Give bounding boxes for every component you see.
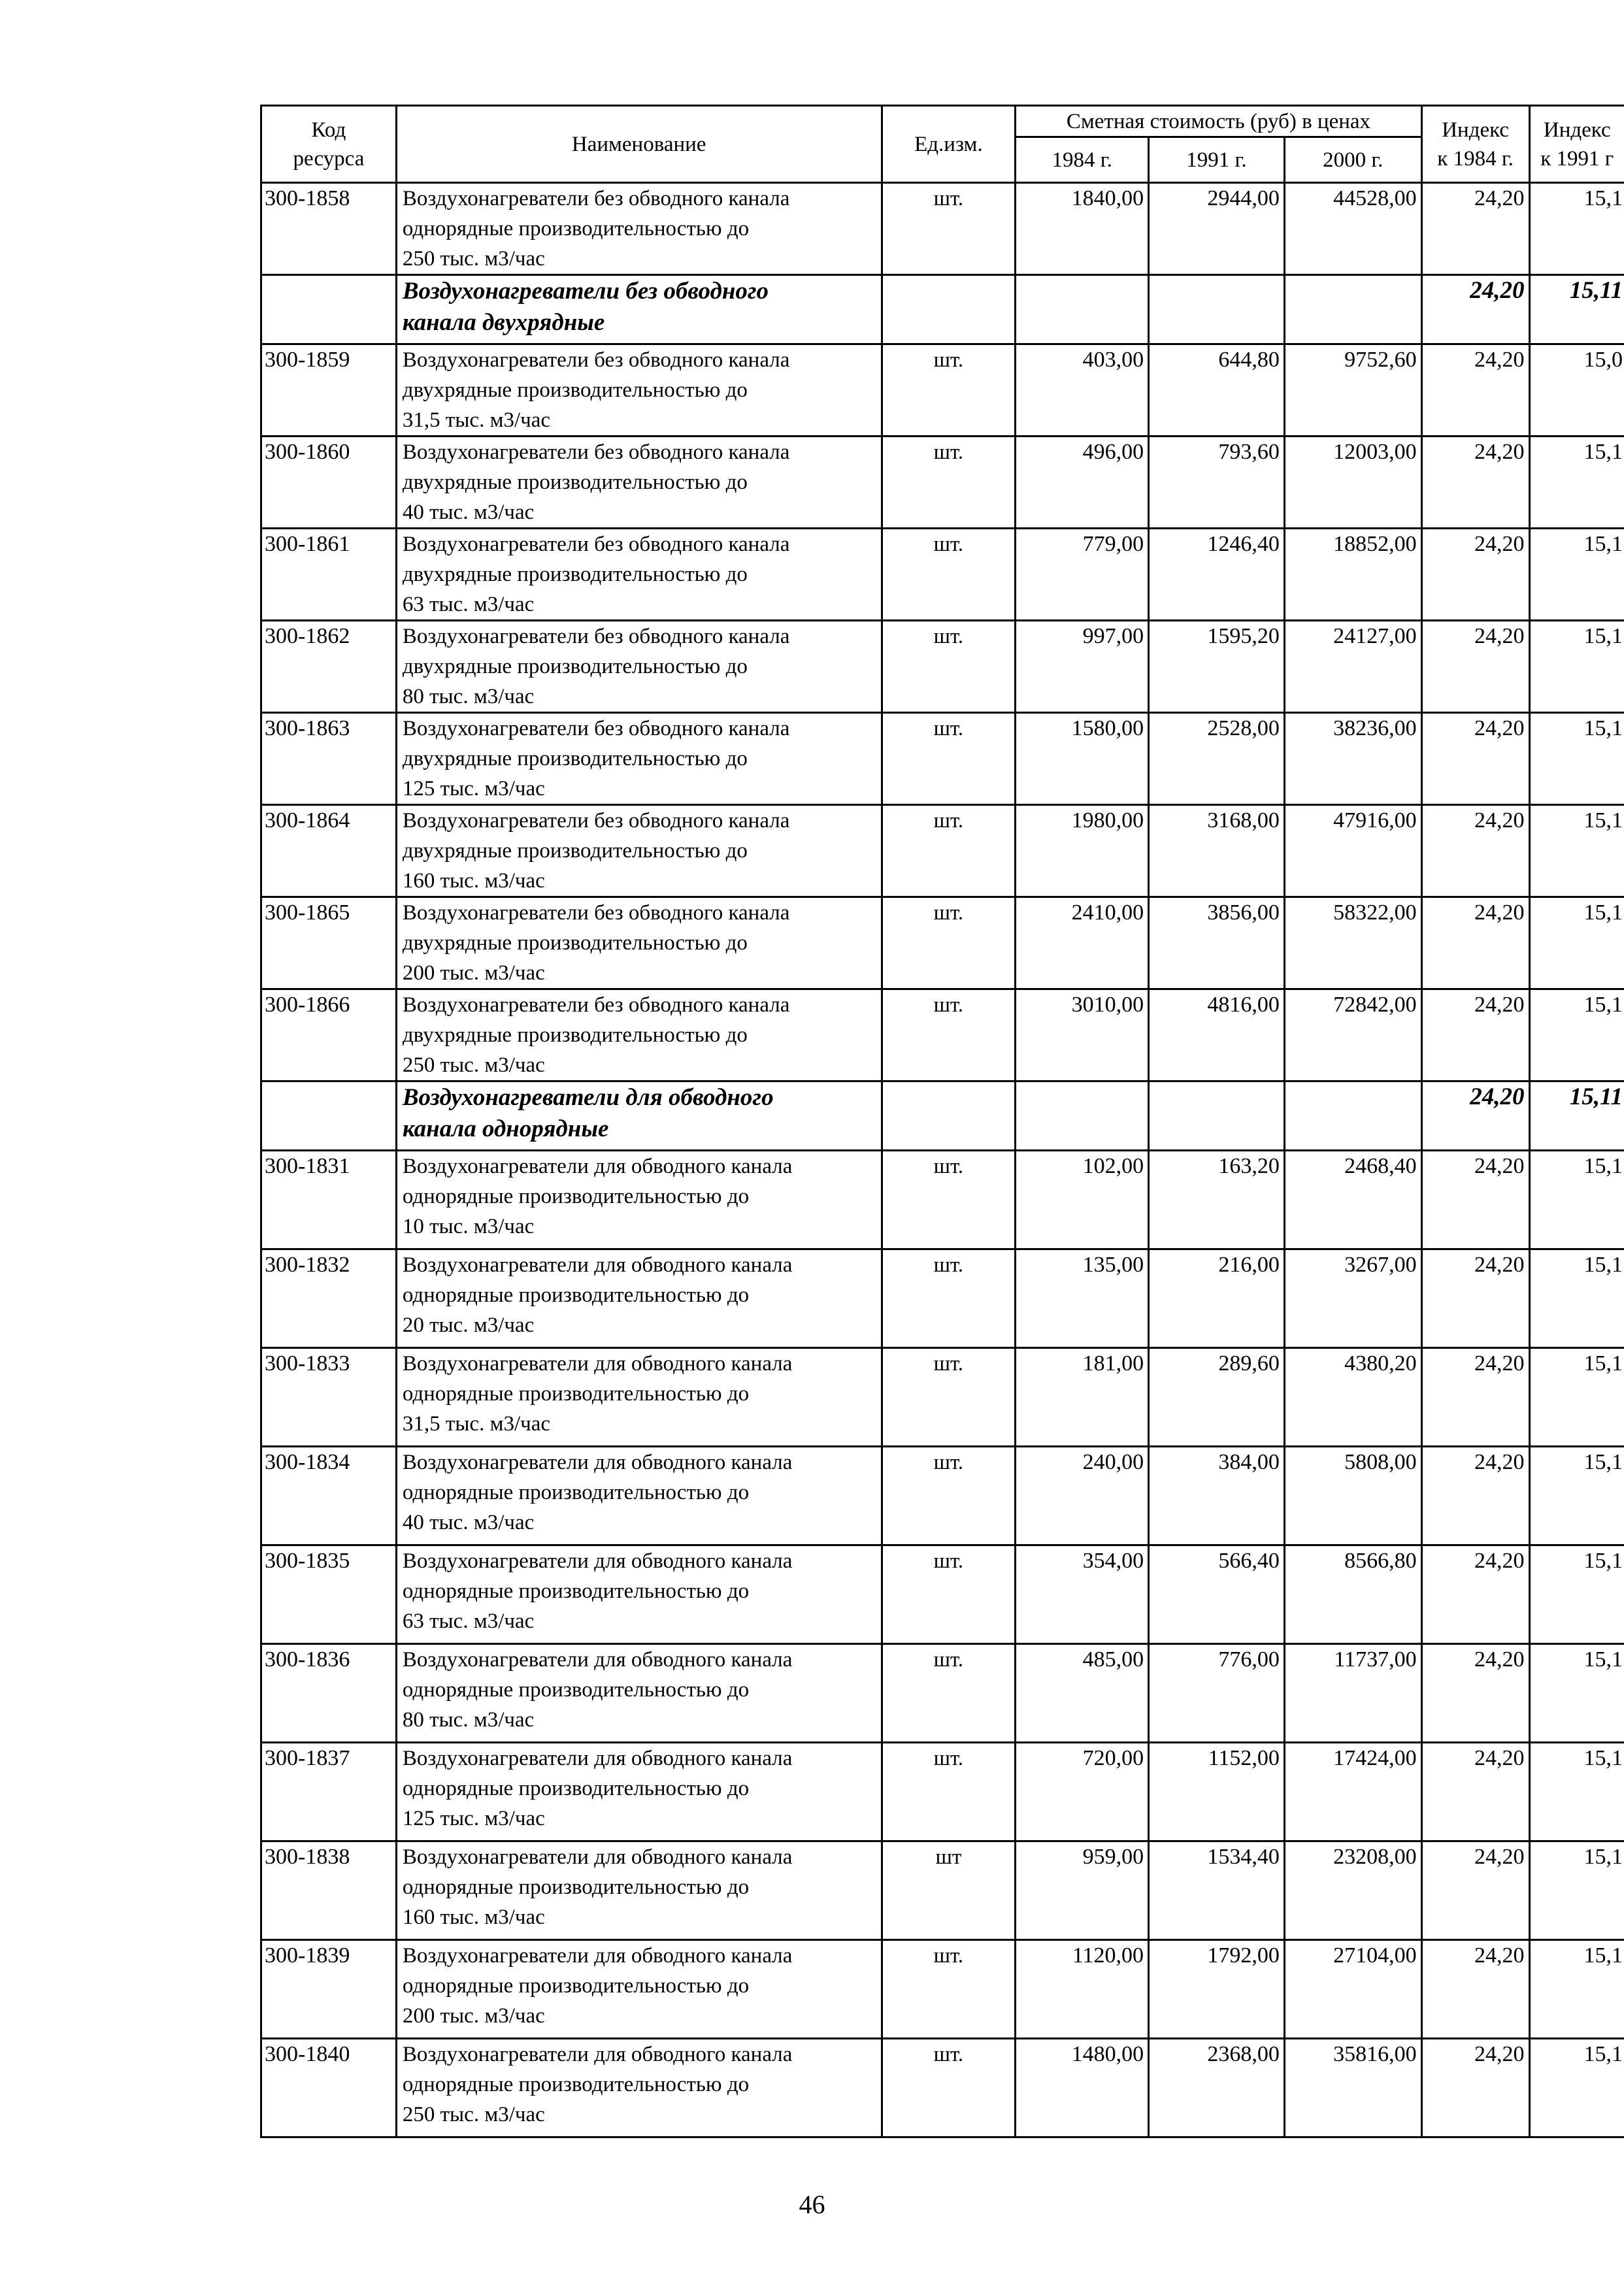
unit-cell: шт. xyxy=(882,1249,1016,1348)
resource-name-line: Воздухонагреватели для обводного канала xyxy=(402,1352,793,1376)
resource-name-line: 160 тыс. м3/час xyxy=(402,869,545,893)
index-1984-cell: 24,20 xyxy=(1421,621,1529,713)
price-2000-cell: 58322,00 xyxy=(1284,897,1421,989)
resource-code-cell: 300-1840 xyxy=(261,2039,397,2137)
price-1991-cell: 1595,20 xyxy=(1149,621,1285,713)
index-1991-cell: 15,0 xyxy=(1529,344,1624,437)
index-1991-cell: 15,1 xyxy=(1529,1545,1624,1644)
price-1984-cell: 997,00 xyxy=(1016,621,1149,713)
index-1984-cell: 24,20 xyxy=(1421,1841,1529,1940)
resource-name-line: Воздухонагреватели для обводного канала xyxy=(402,1747,793,1770)
price-1984-cell xyxy=(1016,275,1149,344)
resource-name-line: однорядные производительностью до xyxy=(402,1678,750,1702)
index-1984-cell: 24,20 xyxy=(1421,344,1529,437)
index-1984-cell: 24,20 xyxy=(1421,1249,1529,1348)
resource-name-line: 160 тыс. м3/час xyxy=(402,1905,545,1929)
table-row xyxy=(261,1545,1624,1644)
price-2000-cell: 44528,00 xyxy=(1284,183,1421,275)
table-row xyxy=(261,1940,1624,2039)
table-row xyxy=(261,1151,1624,1249)
price-1991-cell: 793,60 xyxy=(1149,437,1285,529)
price-1991-cell: 163,20 xyxy=(1149,1151,1285,1249)
index-1984-cell: 24,20 xyxy=(1421,805,1529,897)
resource-name-line: 250 тыс. м3/час xyxy=(402,247,545,271)
index-1991-cell: 15,1 xyxy=(1529,1151,1624,1249)
table-row xyxy=(261,805,1624,897)
resource-name-line: однорядные производительностью до xyxy=(402,1382,750,1406)
resource-name-line: 63 тыс. м3/час xyxy=(402,1609,535,1633)
resource-name-line: двухрядные производительностью до xyxy=(402,931,748,955)
header-unit: Ед.изм. xyxy=(882,106,1016,183)
resource-name-line: двухрядные производительностью до xyxy=(402,1023,748,1047)
price-1984-cell: 102,00 xyxy=(1016,1151,1149,1249)
index-1991-cell: 15,1 xyxy=(1529,1249,1624,1348)
index-1984-cell: 24,20 xyxy=(1421,989,1529,1081)
resource-name-cell xyxy=(396,621,882,713)
price-1984-cell: 1580,00 xyxy=(1016,713,1149,805)
resource-code-cell: 300-1859 xyxy=(261,344,397,437)
resource-name-line: Воздухонагреватели для обводного xyxy=(402,1084,774,1111)
price-2000-cell: 2468,40 xyxy=(1284,1151,1421,1249)
resource-name-line: 125 тыс. м3/час xyxy=(402,1807,545,1830)
unit-cell: шт. xyxy=(882,344,1016,437)
header-year-2000: 2000 г. xyxy=(1284,137,1421,183)
index-1991-cell: 15,1 xyxy=(1529,1940,1624,2039)
resource-name-cell xyxy=(396,437,882,529)
index-1991-cell: 15,1 xyxy=(1529,183,1624,275)
resource-name-cell xyxy=(396,529,882,621)
resource-name-cell xyxy=(396,2039,882,2137)
resource-name-cell xyxy=(396,1348,882,1447)
price-2000-cell: 35816,00 xyxy=(1284,2039,1421,2137)
resource-code-cell xyxy=(261,275,397,344)
resource-name-cell xyxy=(396,1940,882,2039)
table-row xyxy=(261,183,1624,275)
resource-name-line: Воздухонагреватели для обводного канала xyxy=(402,1944,793,1968)
section-row xyxy=(261,275,1624,344)
resource-name-cell xyxy=(396,183,882,275)
price-1991-cell: 644,80 xyxy=(1149,344,1285,437)
price-2000-cell: 38236,00 xyxy=(1284,713,1421,805)
unit-cell: шт xyxy=(882,1841,1016,1940)
resource-name-line: однорядные производительностью до xyxy=(402,1875,750,1899)
resource-name-line: 31,5 тыс. м3/час xyxy=(402,1412,551,1436)
price-2000-cell xyxy=(1284,1081,1421,1151)
resource-name-line: Воздухонагреватели для обводного канала xyxy=(402,1253,793,1277)
table-row xyxy=(261,529,1624,621)
price-1984-cell: 1980,00 xyxy=(1016,805,1149,897)
resource-name-cell xyxy=(396,1644,882,1743)
price-1984-cell: 959,00 xyxy=(1016,1841,1149,1940)
resource-name-line: двухрядные производительностью до xyxy=(402,563,748,586)
resource-name-line: однорядные производительностью до xyxy=(402,2073,750,2096)
resource-name-line: Воздухонагреватели для обводного канала xyxy=(402,1155,793,1178)
table-row xyxy=(261,1841,1624,1940)
table-row xyxy=(261,1348,1624,1447)
resource-name-line: Воздухонагреватели без обводного xyxy=(402,278,769,305)
price-1984-cell: 3010,00 xyxy=(1016,989,1149,1081)
index-1991-cell: 15,1 xyxy=(1529,1743,1624,1841)
resource-name-line: однорядные производительностью до xyxy=(402,1481,750,1504)
unit-cell: шт. xyxy=(882,1545,1016,1644)
price-1991-cell: 3856,00 xyxy=(1149,897,1285,989)
resource-code-cell xyxy=(261,1081,397,1151)
index-1991-cell: 15,1 xyxy=(1529,621,1624,713)
resource-name-line: Воздухонагреватели для обводного канала xyxy=(402,1648,793,1672)
index-1991-cell: 15,1 xyxy=(1529,437,1624,529)
table-row xyxy=(261,1249,1624,1348)
price-2000-cell: 23208,00 xyxy=(1284,1841,1421,1940)
table-row xyxy=(261,989,1624,1081)
resource-name-line: Воздухонагреватели для обводного канала xyxy=(402,1451,793,1474)
resource-name-cell xyxy=(396,1743,882,1841)
resource-name-cell xyxy=(396,1545,882,1644)
resource-name-cell xyxy=(396,1151,882,1249)
index-1991-cell: 15,1 xyxy=(1529,713,1624,805)
index-1984-cell: 24,20 xyxy=(1421,1644,1529,1743)
index-1991-cell: 15,1 xyxy=(1529,1348,1624,1447)
resource-name-line: Воздухонагреватели без обводного канала xyxy=(402,440,790,464)
resource-name-line: Воздухонагреватели без обводного канала xyxy=(402,533,790,556)
table-body xyxy=(261,183,1624,2137)
index-1991-cell: 15,11 xyxy=(1529,1081,1624,1151)
header-code: Код ресурса xyxy=(261,106,397,183)
unit-cell: шт. xyxy=(882,1348,1016,1447)
price-1991-cell: 289,60 xyxy=(1149,1348,1285,1447)
page-number: 46 xyxy=(799,2190,825,2219)
resource-name-line: 250 тыс. м3/час xyxy=(402,1053,545,1077)
resource-price-table xyxy=(260,105,1624,2138)
price-1984-cell: 779,00 xyxy=(1016,529,1149,621)
price-2000-cell: 8566,80 xyxy=(1284,1545,1421,1644)
index-1991-cell: 15,11 xyxy=(1529,275,1624,344)
price-2000-cell: 9752,60 xyxy=(1284,344,1421,437)
index-1991-cell: 15,1 xyxy=(1529,529,1624,621)
resource-code-cell: 300-1839 xyxy=(261,1940,397,2039)
price-2000-cell: 11737,00 xyxy=(1284,1644,1421,1743)
resource-name-line: Воздухонагреватели без обводного канала xyxy=(402,717,790,740)
header-index-1984: Индекс к 1984 г. xyxy=(1421,106,1529,183)
price-2000-cell: 17424,00 xyxy=(1284,1743,1421,1841)
price-1984-cell: 2410,00 xyxy=(1016,897,1149,989)
price-1991-cell: 1152,00 xyxy=(1149,1743,1285,1841)
resource-code-cell: 300-1836 xyxy=(261,1644,397,1743)
unit-cell: шт. xyxy=(882,621,1016,713)
resource-code-cell: 300-1858 xyxy=(261,183,397,275)
price-1984-cell: 181,00 xyxy=(1016,1348,1149,1447)
table-row xyxy=(261,2039,1624,2137)
resource-name-line: 10 тыс. м3/час xyxy=(402,1215,535,1238)
price-1991-cell: 1792,00 xyxy=(1149,1940,1285,2039)
unit-cell: шт. xyxy=(882,805,1016,897)
price-2000-cell: 12003,00 xyxy=(1284,437,1421,529)
resource-name-line: Воздухонагреватели без обводного канала xyxy=(402,809,790,833)
resource-name-line: 80 тыс. м3/час xyxy=(402,1708,535,1732)
resource-name-line: 80 тыс. м3/час xyxy=(402,685,535,708)
resource-name-line: 250 тыс. м3/час xyxy=(402,2103,545,2126)
price-1991-cell: 1534,40 xyxy=(1149,1841,1285,1940)
price-1991-cell: 1246,40 xyxy=(1149,529,1285,621)
price-1991-cell: 2368,00 xyxy=(1149,2039,1285,2137)
index-1991-cell: 15,1 xyxy=(1529,1447,1624,1545)
resource-name-line: двухрядные производительностью до xyxy=(402,378,748,402)
unit-cell: шт. xyxy=(882,1644,1016,1743)
price-2000-cell: 5808,00 xyxy=(1284,1447,1421,1545)
resource-name-cell xyxy=(396,344,882,437)
resource-code-cell: 300-1866 xyxy=(261,989,397,1081)
resource-name-cell xyxy=(396,1841,882,1940)
resource-name-line: 125 тыс. м3/час xyxy=(402,777,545,800)
resource-code-cell: 300-1834 xyxy=(261,1447,397,1545)
resource-name-line: 200 тыс. м3/час xyxy=(402,2004,545,2028)
index-1984-cell: 24,20 xyxy=(1421,529,1529,621)
index-1984-cell: 24,20 xyxy=(1421,713,1529,805)
price-1984-cell: 496,00 xyxy=(1016,437,1149,529)
index-1991-cell: 15,1 xyxy=(1529,805,1624,897)
unit-cell: шт. xyxy=(882,713,1016,805)
index-1984-cell: 24,20 xyxy=(1421,2039,1529,2137)
index-1991-cell: 15,1 xyxy=(1529,897,1624,989)
price-2000-cell: 24127,00 xyxy=(1284,621,1421,713)
price-1984-cell: 135,00 xyxy=(1016,1249,1149,1348)
resource-name-line: Воздухонагреватели для обводного канала xyxy=(402,2043,793,2066)
index-1984-cell: 24,20 xyxy=(1421,437,1529,529)
unit-cell: шт. xyxy=(882,2039,1016,2137)
resource-name-line: Воздухонагреватели без обводного канала xyxy=(402,348,790,372)
table-row xyxy=(261,897,1624,989)
table-row xyxy=(261,344,1624,437)
price-1991-cell: 776,00 xyxy=(1149,1644,1285,1743)
index-1984-cell: 24,20 xyxy=(1421,1545,1529,1644)
unit-cell xyxy=(882,275,1016,344)
table-row xyxy=(261,437,1624,529)
resource-code-cell: 300-1861 xyxy=(261,529,397,621)
index-1984-cell: 24,20 xyxy=(1421,1348,1529,1447)
resource-name-line: Воздухонагреватели без обводного канала xyxy=(402,625,790,648)
unit-cell: шт. xyxy=(882,989,1016,1081)
resource-name-cell xyxy=(396,989,882,1081)
resource-name-cell xyxy=(396,275,882,344)
price-2000-cell: 27104,00 xyxy=(1284,1940,1421,2039)
price-2000-cell: 47916,00 xyxy=(1284,805,1421,897)
table-row xyxy=(261,713,1624,805)
resource-code-cell: 300-1863 xyxy=(261,713,397,805)
unit-cell: шт. xyxy=(882,897,1016,989)
unit-cell: шт. xyxy=(882,1743,1016,1841)
resource-code-cell: 300-1838 xyxy=(261,1841,397,1940)
resource-name-line: Воздухонагреватели без обводного канала xyxy=(402,993,790,1017)
resource-code-cell: 300-1860 xyxy=(261,437,397,529)
price-1984-cell: 240,00 xyxy=(1016,1447,1149,1545)
resource-name-line: Воздухонагреватели для обводного канала xyxy=(402,1549,793,1573)
price-1991-cell xyxy=(1149,275,1285,344)
resource-name-cell xyxy=(396,897,882,989)
resource-name-line: двухрядные производительностью до xyxy=(402,655,748,678)
price-1984-cell: 354,00 xyxy=(1016,1545,1149,1644)
price-1991-cell: 2944,00 xyxy=(1149,183,1285,275)
index-1984-cell: 24,20 xyxy=(1421,1743,1529,1841)
resource-name-cell xyxy=(396,1249,882,1348)
index-1984-cell: 24,20 xyxy=(1421,275,1529,344)
price-1991-cell: 566,40 xyxy=(1149,1545,1285,1644)
price-1991-cell xyxy=(1149,1081,1285,1151)
price-1984-cell: 1120,00 xyxy=(1016,1940,1149,2039)
resource-name-line: однорядные производительностью до xyxy=(402,1777,750,1800)
table-row xyxy=(261,1447,1624,1545)
unit-cell: шт. xyxy=(882,437,1016,529)
resource-name-line: Воздухонагреватели без обводного канала xyxy=(402,901,790,925)
index-1984-cell: 24,20 xyxy=(1421,897,1529,989)
index-1984-cell: 24,20 xyxy=(1421,1447,1529,1545)
resource-name-cell xyxy=(396,1081,882,1151)
price-2000-cell: 4380,20 xyxy=(1284,1348,1421,1447)
resource-code-cell: 300-1865 xyxy=(261,897,397,989)
table-header xyxy=(261,106,1624,183)
price-1984-cell: 720,00 xyxy=(1016,1743,1149,1841)
unit-cell: шт. xyxy=(882,183,1016,275)
index-1991-cell: 15,1 xyxy=(1529,1644,1624,1743)
resource-code-cell: 300-1831 xyxy=(261,1151,397,1249)
section-row xyxy=(261,1081,1624,1151)
resource-name-line: 40 тыс. м3/час xyxy=(402,1511,535,1534)
resource-name-line: 31,5 тыс. м3/час xyxy=(402,408,551,432)
resource-name-line: однорядные производительностью до xyxy=(402,1185,750,1208)
resource-code-cell: 300-1837 xyxy=(261,1743,397,1841)
resource-name-cell xyxy=(396,805,882,897)
resource-name-line: Воздухонагреватели для обводного канала xyxy=(402,1845,793,1869)
unit-cell xyxy=(882,1081,1016,1151)
resource-name-line: двухрядные производительностью до xyxy=(402,839,748,863)
resource-name-line: Воздухонагреватели без обводного канала xyxy=(402,187,790,210)
price-1984-cell: 1840,00 xyxy=(1016,183,1149,275)
resource-code-cell: 300-1864 xyxy=(261,805,397,897)
unit-cell: шт. xyxy=(882,1151,1016,1249)
resource-name-line: однорядные производительностью до xyxy=(402,1579,750,1603)
index-1991-cell: 15,1 xyxy=(1529,989,1624,1081)
header-name: Наименование xyxy=(396,106,882,183)
header-year-1984: 1984 г. xyxy=(1016,137,1149,183)
price-2000-cell xyxy=(1284,275,1421,344)
price-1991-cell: 4816,00 xyxy=(1149,989,1285,1081)
price-1984-cell: 403,00 xyxy=(1016,344,1149,437)
resource-name-line: однорядные производительностью до xyxy=(402,1974,750,1998)
resource-code-cell: 300-1862 xyxy=(261,621,397,713)
resource-name-line: 200 тыс. м3/час xyxy=(402,961,545,985)
resource-name-cell xyxy=(396,713,882,805)
resource-name-line: канала однорядные xyxy=(402,1115,609,1142)
header-cost-group: Сметная стоимость (руб) в ценах xyxy=(1016,106,1421,137)
resource-name-line: двухрядные производительностью до xyxy=(402,470,748,494)
resource-name-cell xyxy=(396,1447,882,1545)
index-1984-cell: 24,20 xyxy=(1421,1081,1529,1151)
resource-code-cell: 300-1835 xyxy=(261,1545,397,1644)
price-1984-cell: 485,00 xyxy=(1016,1644,1149,1743)
resource-code-cell: 300-1832 xyxy=(261,1249,397,1348)
resource-name-line: 63 тыс. м3/час xyxy=(402,593,535,616)
price-1991-cell: 216,00 xyxy=(1149,1249,1285,1348)
unit-cell: шт. xyxy=(882,1447,1016,1545)
price-2000-cell: 3267,00 xyxy=(1284,1249,1421,1348)
price-1984-cell xyxy=(1016,1081,1149,1151)
index-1984-cell: 24,20 xyxy=(1421,1940,1529,2039)
price-1984-cell: 1480,00 xyxy=(1016,2039,1149,2137)
resource-name-line: однорядные производительностью до xyxy=(402,1283,750,1307)
table-row xyxy=(261,1743,1624,1841)
resource-name-line: 40 тыс. м3/час xyxy=(402,501,535,524)
index-1991-cell: 15,1 xyxy=(1529,2039,1624,2137)
price-1991-cell: 384,00 xyxy=(1149,1447,1285,1545)
unit-cell: шт. xyxy=(882,1940,1016,2039)
price-1991-cell: 2528,00 xyxy=(1149,713,1285,805)
table-row xyxy=(261,1644,1624,1743)
unit-cell: шт. xyxy=(882,529,1016,621)
index-1984-cell: 24,20 xyxy=(1421,1151,1529,1249)
header-index-1991: Индекс к 1991 г xyxy=(1529,106,1624,183)
resource-name-line: 20 тыс. м3/час xyxy=(402,1313,535,1337)
price-2000-cell: 18852,00 xyxy=(1284,529,1421,621)
resource-name-line: однорядные производительностью до xyxy=(402,217,750,240)
header-year-1991: 1991 г. xyxy=(1149,137,1285,183)
resource-code-cell: 300-1833 xyxy=(261,1348,397,1447)
index-1984-cell: 24,20 xyxy=(1421,183,1529,275)
index-1991-cell: 15,1 xyxy=(1529,1841,1624,1940)
resource-name-line: двухрядные производительностью до xyxy=(402,747,748,770)
resource-name-line: канала двухрядные xyxy=(402,309,605,336)
price-2000-cell: 72842,00 xyxy=(1284,989,1421,1081)
price-1991-cell: 3168,00 xyxy=(1149,805,1285,897)
table-row xyxy=(261,621,1624,713)
